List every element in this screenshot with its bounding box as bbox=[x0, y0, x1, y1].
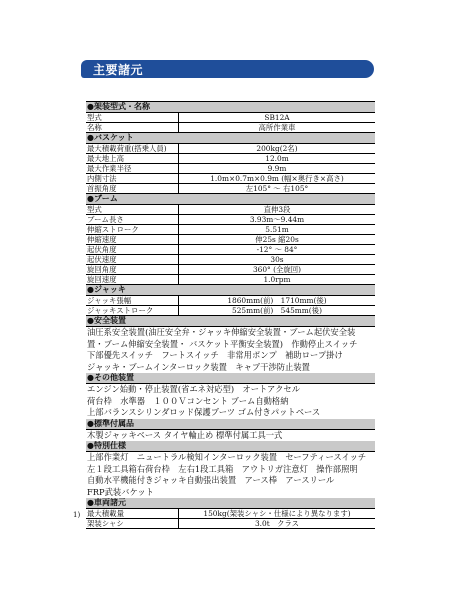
spec-row bbox=[86, 225, 375, 235]
text-line: 上部バランスシリンダロッド保護ブーツ ゴム付きパットベース bbox=[87, 407, 321, 417]
spec-label: 伸縮ストローク bbox=[86, 225, 179, 234]
spec-label: 型式 bbox=[86, 205, 179, 214]
section-header-mount: ●架装型式・名称 bbox=[86, 102, 375, 113]
spec-value: 30s bbox=[270, 255, 284, 264]
spec-value: 9.9m bbox=[267, 164, 287, 173]
spec-value: SB12A bbox=[264, 113, 290, 122]
spec-value: 12.0m bbox=[265, 154, 289, 163]
spec-value: 伸25s 縮20s bbox=[255, 235, 299, 244]
text-line: 下部優先スイッチ フートスイッチ 非常用ポンプ 補助ロープ掛け bbox=[87, 350, 343, 360]
spec-row bbox=[86, 296, 375, 306]
section-banner bbox=[81, 60, 374, 78]
spec-label: 首振角度 bbox=[86, 184, 179, 193]
section-header-basket: ●バスケット bbox=[86, 133, 375, 144]
spec-row bbox=[86, 235, 375, 245]
spec-label: 起伏速度 bbox=[86, 255, 179, 264]
spec-value: 150kg(架装シャシ・仕様により異なります) bbox=[203, 509, 351, 518]
spec-row bbox=[86, 509, 375, 519]
text-line: FRP武装バケット bbox=[87, 486, 154, 497]
spec-row bbox=[86, 215, 375, 225]
spec-label: 内側寸法 bbox=[86, 174, 179, 183]
section-header-safety: ●安全装置 bbox=[86, 316, 375, 327]
text-line: エンジン始動・停止装置(省エネ対応型) オートアクセル bbox=[87, 384, 300, 394]
section-header-jack: ●ジャッキ bbox=[86, 285, 375, 296]
text-line: 油圧系安全装置(油圧安全弁・ジャッキ伸縮安全装置・ブーム起伏安全装 bbox=[87, 327, 356, 337]
spec-label: 旋回速度 bbox=[86, 275, 179, 284]
text-line: 置・ブーム伸縮安全装置・ バスケット平衡安全装置) 作動停止スイッチ bbox=[87, 338, 358, 349]
spec-value: 200kg(2名) bbox=[256, 144, 298, 153]
spec-label: 起伏角度 bbox=[86, 245, 179, 254]
spec-row bbox=[86, 123, 375, 133]
spec-value: 525mm(前) 545mm(後) bbox=[232, 306, 322, 315]
spec-row bbox=[86, 144, 375, 154]
spec-label: ジャッキ張幅 bbox=[86, 296, 179, 305]
text-line: 自動水平機能付きジャッキ自動張出装置 アース棒 アースリール bbox=[87, 475, 335, 485]
spec-row bbox=[86, 174, 375, 184]
spec-row bbox=[86, 164, 375, 174]
spec-row bbox=[86, 255, 375, 265]
text-line: 上部作業灯 ニュートラル検知インターロック装置 セーフティースイッチ bbox=[87, 452, 367, 462]
spec-row bbox=[86, 275, 375, 285]
spec-label: 最大積載量 bbox=[86, 509, 179, 518]
spec-label: 型式 bbox=[86, 113, 179, 122]
spec-row bbox=[86, 519, 375, 528]
spec-value: 3.93m～9.44m bbox=[249, 215, 305, 224]
spec-row bbox=[86, 184, 375, 194]
spec-value: 5.51m bbox=[265, 225, 289, 234]
spec-label: 架装シャシ bbox=[86, 519, 179, 528]
section-header-other: ●その他装置 bbox=[86, 373, 375, 384]
spec-value: 3.0t クラス bbox=[254, 519, 300, 528]
section-header-standard: ●標準付属品 bbox=[86, 419, 375, 430]
spec-sheet bbox=[86, 101, 375, 529]
spec-row bbox=[86, 113, 375, 123]
text-line: ジャッキ・ブームインターロック装置 キャブ干渉防止装置 bbox=[87, 361, 310, 372]
spec-value: 左105° ～ 右105° bbox=[245, 184, 309, 193]
spec-label: ブーム長さ bbox=[86, 215, 179, 224]
spec-value: 1.0rpm bbox=[263, 275, 291, 284]
spec-value: 1.0m×0.7m×0.9m (幅×奥行き×高さ) bbox=[210, 174, 344, 183]
spec-row bbox=[86, 154, 375, 164]
spec-row bbox=[86, 245, 375, 255]
spec-value: 直伸3段 bbox=[263, 205, 291, 214]
spec-label: 旋回角度 bbox=[86, 265, 179, 274]
spec-label: 最大作業半径 bbox=[86, 164, 179, 173]
spec-row bbox=[86, 306, 375, 316]
text-line: 左１段工具箱右荷台枠 左右1段工具箱 アウトリガ注意灯 操作部照明 bbox=[87, 463, 358, 474]
spec-label: 伸縮速度 bbox=[86, 235, 179, 244]
text-line: 木製ジャッキベース タイヤ輪止め 標準付属工具一式 bbox=[87, 429, 283, 440]
spec-label: 名称 bbox=[86, 123, 179, 132]
spec-label: 最大積載荷重(搭乗人員) bbox=[86, 144, 179, 153]
spec-value: -12° ～ 84° bbox=[256, 245, 298, 254]
section-header-vehicle: ●車両諸元 bbox=[86, 498, 375, 509]
text-line: 荷台枠 水準器 １００Ｖコンセント ブーム自動格納 bbox=[87, 395, 289, 406]
spec-value: 360° (全旋回) bbox=[252, 265, 302, 274]
section-header-boom: ●ブーム bbox=[86, 194, 375, 205]
section-header-special: ●特別仕様 bbox=[86, 441, 375, 452]
spec-row bbox=[86, 265, 375, 275]
page-title: 主要諸元 bbox=[93, 63, 144, 77]
margin-mark: 1) bbox=[73, 511, 81, 519]
spec-value: 高所作業車 bbox=[258, 123, 296, 132]
spec-value: 1860mm(前) 1710mm(後) bbox=[227, 296, 327, 305]
spec-label: ジャッキストローク bbox=[86, 306, 179, 315]
spec-row bbox=[86, 205, 375, 215]
spec-label: 最大地上高 bbox=[86, 154, 179, 163]
